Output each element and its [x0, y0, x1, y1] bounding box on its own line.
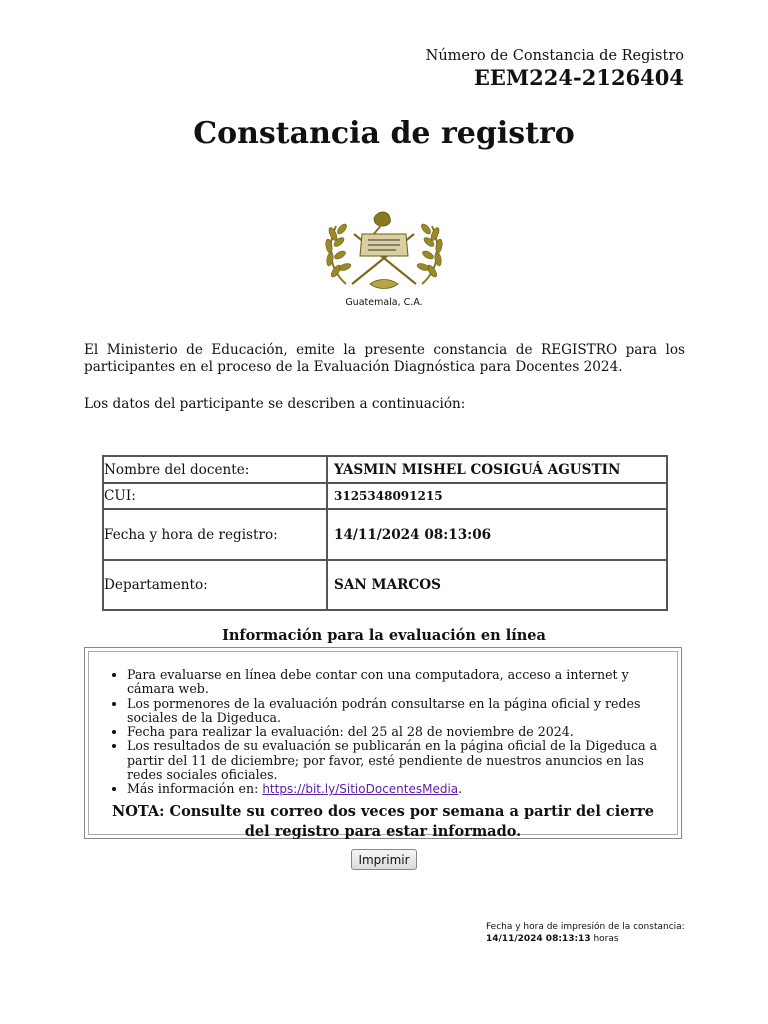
info-list: [89, 668, 677, 797]
more-info-link[interactable]: https://bit.ly/SitioDocentesMedia: [262, 782, 459, 797]
row-value: 14/11/2024 08:13:06: [327, 509, 667, 560]
intro-subtitle: Los datos del participante se describen a continuación:: [84, 396, 466, 412]
print-timestamp: [486, 921, 685, 945]
list-item: [127, 782, 673, 796]
row-label: CUI:: [103, 483, 327, 509]
row-value: YASMIN MISHEL COSIGUÁ AGUSTIN: [327, 456, 667, 483]
note-text: NOTA: Consulte su correo dos veces por semana a partir del cierre del registro para estar informado.: [112, 803, 654, 840]
table-row: [103, 509, 667, 560]
guatemala-coat-of-arms-icon: [316, 204, 452, 296]
print-datetime: 14/11/2024 08:13:13: [486, 934, 591, 944]
page-title: Constancia de registro: [193, 116, 575, 151]
print-datetime-suffix: horas: [590, 934, 619, 944]
row-label: Departamento:: [103, 560, 327, 610]
list-item: • Los resultados de su evaluación se publicarán en la página oficial de la Digeduca a partir del 11 de diciembre; por favor, esté pendiente de nuestros anuncios en las redes sociales oficiales.: [127, 739, 673, 782]
info-box-inner: [88, 651, 678, 840]
table-row: [103, 483, 667, 509]
row-label: Fecha y hora de registro:: [103, 509, 327, 560]
list-item: • Los pormenores de la evaluación podrán consultarse en la página oficial y redes sociales de la Digeduca.: [127, 697, 673, 726]
table-row: [103, 456, 667, 483]
row-value: SAN MARCOS: [327, 560, 667, 610]
list-item: • Para evaluarse en línea debe contar con una computadora, acceso a internet y cámara web.: [127, 668, 673, 697]
info-box: [84, 647, 682, 839]
registry-number-label: Número de Constancia de Registro: [425, 48, 684, 64]
registry-number-block: [426, 46, 684, 90]
participant-table: [102, 455, 668, 611]
intro-paragraph: El Ministerio de Educación, emite la presente constancia de REGISTRO para los participantes en el proceso de la Evaluación Diagnóstica para Docentes 2024.: [84, 342, 685, 375]
list-item: • Fecha para realizar la evaluación: del 25 al 28 de noviembre de 2024.: [127, 725, 673, 739]
info-section-title: Información para la evaluación en línea: [222, 627, 546, 644]
print-timestamp-label: Fecha y hora de impresión de la constancia:: [486, 922, 685, 932]
print-button[interactable]: Imprimir: [351, 849, 417, 870]
row-value: 3125348091215: [327, 483, 667, 509]
row-label: Nombre del docente:: [103, 456, 327, 483]
print-timestamp-value: [486, 933, 685, 945]
more-info-label: Más información en:: [127, 781, 263, 797]
more-info-suffix: .: [458, 781, 463, 797]
table-row: [103, 560, 667, 610]
registry-number: EEM224-2126404: [473, 65, 684, 90]
emblem-caption: Guatemala, C.A.: [345, 297, 423, 308]
